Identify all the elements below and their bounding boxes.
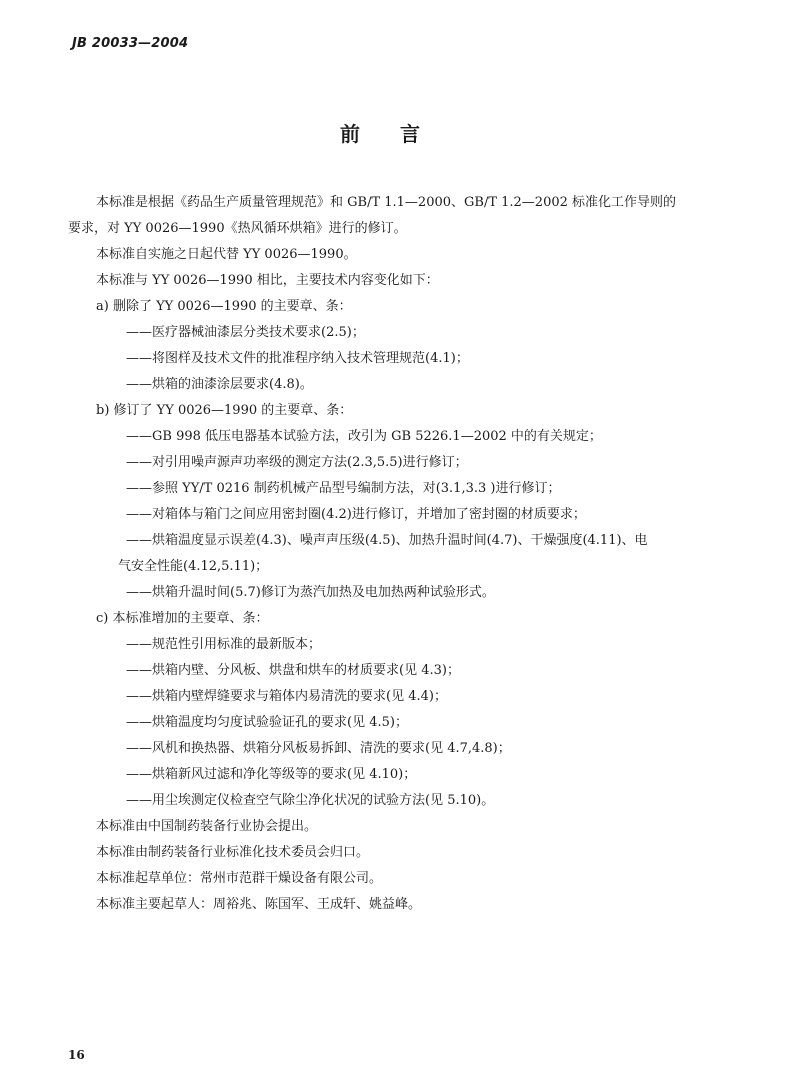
text-line: ——烘箱温度均匀度试验验证孔的要求(见 4.5)； bbox=[126, 715, 408, 730]
text-line: 本标准是根据《药品生产质量管理规范》和 GB/T 1.1—2000、GB/T 1.2—2002 标准化工作导则的 bbox=[96, 195, 677, 210]
text-line: ——对箱体与箱门之间应用密封圈(4.2)进行修订，并增加了密封圈的材质要求； bbox=[126, 507, 586, 522]
text-line: 本标准与 YY 0026—1990 相比，主要技术内容变化如下： bbox=[96, 273, 439, 288]
text-line: 要求，对 YY 0026—1990《热风循环烘箱》进行的修订。 bbox=[68, 221, 407, 236]
text-line: ——烘箱的油漆涂层要求(4.8)。 bbox=[126, 377, 313, 392]
text-line: ——将图样及技术文件的批准程序纳入技术管理规范(4.1)； bbox=[126, 351, 469, 366]
text-line: 本标准自实施之日起代替 YY 0026—1990。 bbox=[96, 247, 357, 262]
standard-number: JB 20033—2004 bbox=[72, 36, 189, 51]
text-line: ——规范性引用标准的最新版本； bbox=[126, 637, 322, 652]
text-line: ——用尘埃测定仪检查空气除尘净化状况的试验方法(见 5.10)。 bbox=[126, 793, 495, 808]
text-line: ——烘箱温度显示误差(4.3)、噪声声压级(4.5)、加热升温时间(4.7)、干燥强度(4.11)、电 bbox=[126, 533, 648, 548]
text-line: ——GB 998 低压电器基本试验方法，改引为 GB 5226.1—2002 中的有关规定； bbox=[126, 429, 602, 444]
text-line: ——烘箱升温时间(5.7)修订为蒸汽加热及电加热两种试验形式。 bbox=[126, 585, 495, 600]
text-line: 本标准由制药装备行业标准化技术委员会归口。 bbox=[96, 845, 370, 860]
text-line: ——烘箱新风过滤和净化等级等的要求(见 4.10)； bbox=[126, 767, 417, 782]
text-line: ——风机和换热器、烘箱分风板易拆卸、清洗的要求(见 4.7,4.8)； bbox=[126, 741, 511, 756]
text-line: a) 删除了 YY 0026—1990 的主要章、条： bbox=[96, 299, 352, 314]
text-line: 本标准主要起草人：周裕兆、陈国军、王成轩、姚益峰。 bbox=[96, 897, 422, 912]
text-line: ——医疗器械油漆层分类技术要求(2.5)； bbox=[126, 325, 365, 340]
text-line: 本标准起草单位：常州市范群干燥设备有限公司。 bbox=[96, 871, 383, 886]
page-number: 16 bbox=[68, 1048, 85, 1062]
text-line: 本标准由中国制药装备行业协会提出。 bbox=[96, 819, 318, 834]
foreword-body bbox=[68, 190, 748, 918]
text-line: 气安全性能(4.12,5.11)； bbox=[118, 559, 269, 574]
text-line: ——烘箱内壁、分风板、烘盘和烘车的材质要求(见 4.3)； bbox=[126, 663, 460, 678]
page-title: 前言 bbox=[340, 122, 460, 146]
text-line: ——参照 YY/T 0216 制药机械产品型号编制方法，对(3.1,3.3 )进行修订； bbox=[126, 481, 561, 496]
text-line: ——烘箱内壁焊缝要求与箱体内易清洗的要求(见 4.4)； bbox=[126, 689, 447, 704]
text-line: ——对引用噪声源声功率级的测定方法(2.3,5.5)进行修订； bbox=[126, 455, 468, 470]
text-line: c) 本标准增加的主要章、条： bbox=[96, 611, 269, 626]
text-line: b) 修订了 YY 0026—1990 的主要章、条： bbox=[96, 403, 353, 418]
